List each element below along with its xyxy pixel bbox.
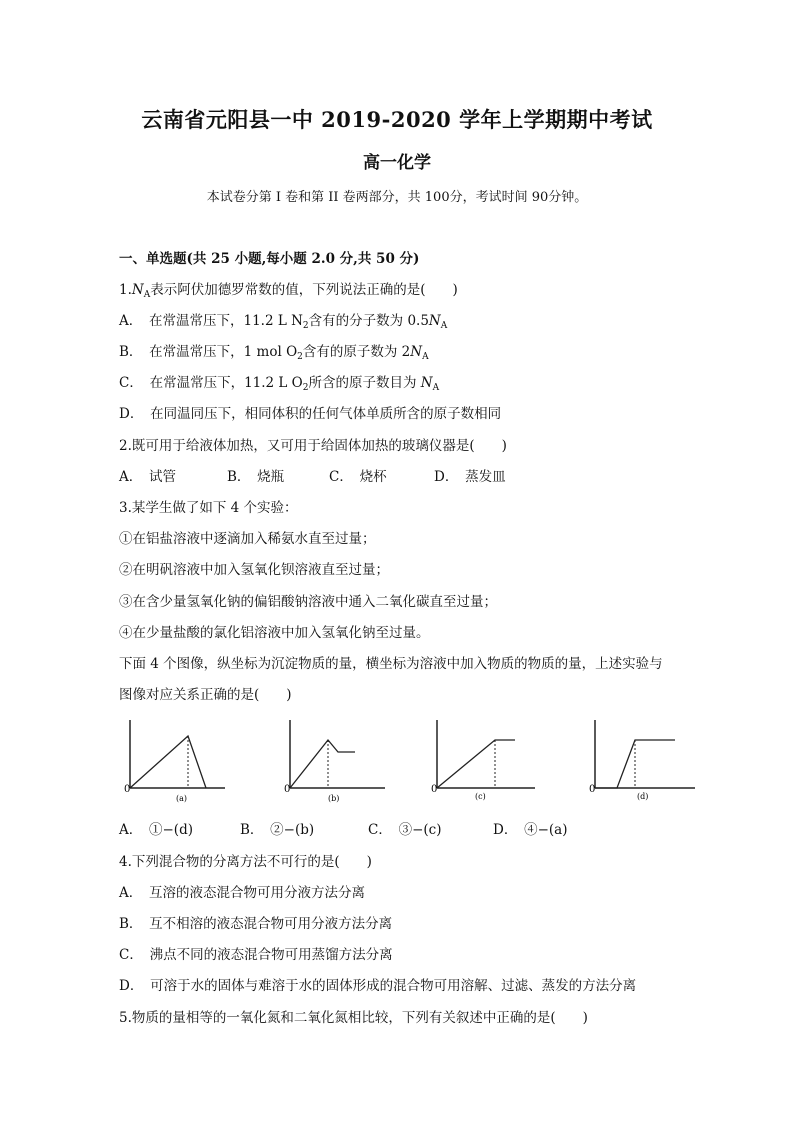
q2-option-d: D． 蒸发皿 xyxy=(434,469,506,485)
q2-option-b: B． 烧瓶 xyxy=(227,469,285,485)
q3-graphs xyxy=(120,712,700,808)
graph-d xyxy=(589,720,695,801)
q4-stem: 4.下列混合物的分离方法不可行的是( ) xyxy=(119,854,372,870)
q3-options xyxy=(119,821,567,839)
q2-options xyxy=(119,468,506,486)
q3-description-1: 下面 4 个图像，纵坐标为沉淀物质的量，横坐标为溶液中加入物质的物质的量，上述实验与 xyxy=(119,656,663,672)
graph-c xyxy=(431,720,535,801)
graph-c-curve xyxy=(437,740,515,788)
q1-option-c: C． 在常温常压下，11.2 L $O_2$所含的原子数目为 $N_A$ xyxy=(119,375,440,393)
graph-c-origin: 0 xyxy=(431,784,438,795)
q4-option-d: D． 可溶于水的固体与难溶于水的固体形成的混合物可用溶解、过滤、蒸发的方法分离 xyxy=(119,978,637,994)
graph-a-origin: 0 xyxy=(124,784,131,795)
q1-option-b: B． 在常温常压下，1 mol $O_2$含有的原子数为 $2N_A$ xyxy=(119,344,429,362)
graph-b-origin: 0 xyxy=(284,784,291,795)
section-heading: 一、单选题(共 25 小题,每小题 2.0 分,共 50 分) xyxy=(119,251,420,267)
q4-option-c: C． 沸点不同的液态混合物可用蒸馏方法分离 xyxy=(119,947,393,963)
q3-experiment-1: ①在铝盐溶液中逐滴加入稀氨水直至过量； xyxy=(119,531,376,547)
q5-stem: 5.物质的量相等的一氧化氮和二氧化氮相比较，下列有关叙述中正确的是( ) xyxy=(119,1010,588,1026)
exam-title: 云南省元阳县一中 2019-2020 学年上学期期中考试 xyxy=(141,107,653,132)
graph-c-label: (c) xyxy=(475,792,486,801)
graph-d-origin: 0 xyxy=(589,784,596,795)
q3-option-a: A． ①−(d) xyxy=(119,822,193,838)
graph-b-label: (b) xyxy=(328,794,340,803)
q1-stem: $1.N_A$表示阿伏加德罗常数的值，下列说法正确的是( ) xyxy=(119,282,458,300)
q3-stem: 3.某学生做了如下 4 个实验： xyxy=(119,500,298,516)
q3-experiment-2: ②在明矾溶液中加入氢氧化钡溶液直至过量； xyxy=(119,562,389,578)
graph-a xyxy=(124,720,225,803)
q3-option-c: C． ③−(c) xyxy=(368,822,442,838)
q3-option-b: B． ②−(b) xyxy=(240,822,315,838)
exam-intro: 本试卷分第 I 卷和第 II 卷两部分，共 100分，考试时间 90分钟。 xyxy=(206,190,588,205)
q3-experiment-3: ③在含少量氢氧化钠的偏铝酸钠溶液中通入二氧化碳直至过量； xyxy=(119,594,497,610)
q4-option-b: B． 互不相溶的液态混合物可用分液方法分离 xyxy=(119,916,393,932)
q2-option-c: C． 烧杯 xyxy=(329,469,387,485)
graph-a-curve xyxy=(130,736,206,788)
q2-stem: 2.既可用于给液体加热，又可用于给固体加热的玻璃仪器是( ) xyxy=(119,438,507,454)
q3-experiment-4: ④在少量盐酸的氯化铝溶液中加入氢氧化钠至过量。 xyxy=(119,625,430,641)
graph-d-label: (d) xyxy=(637,792,649,801)
graph-a-label: (a) xyxy=(176,794,188,803)
q2-option-a: A． 试管 xyxy=(119,469,176,485)
subject-title: 高一化学 xyxy=(363,153,431,173)
q3-description-2: 图像对应关系正确的是( ) xyxy=(119,687,292,703)
q4-option-a: A． 互溶的液态混合物可用分液方法分离 xyxy=(119,885,365,901)
graph-b xyxy=(284,720,385,803)
q1-option-d: D． 在同温同压下，相同体积的任何气体单质所含的原子数相同 xyxy=(119,406,502,422)
graph-b-curve xyxy=(290,740,355,788)
q3-option-d: D． ④−(a) xyxy=(493,822,568,838)
q1-option-a: A． 在常温常压下，11.2 L $N_2$含有的分子数为 $0.5N_A$ xyxy=(119,313,448,331)
